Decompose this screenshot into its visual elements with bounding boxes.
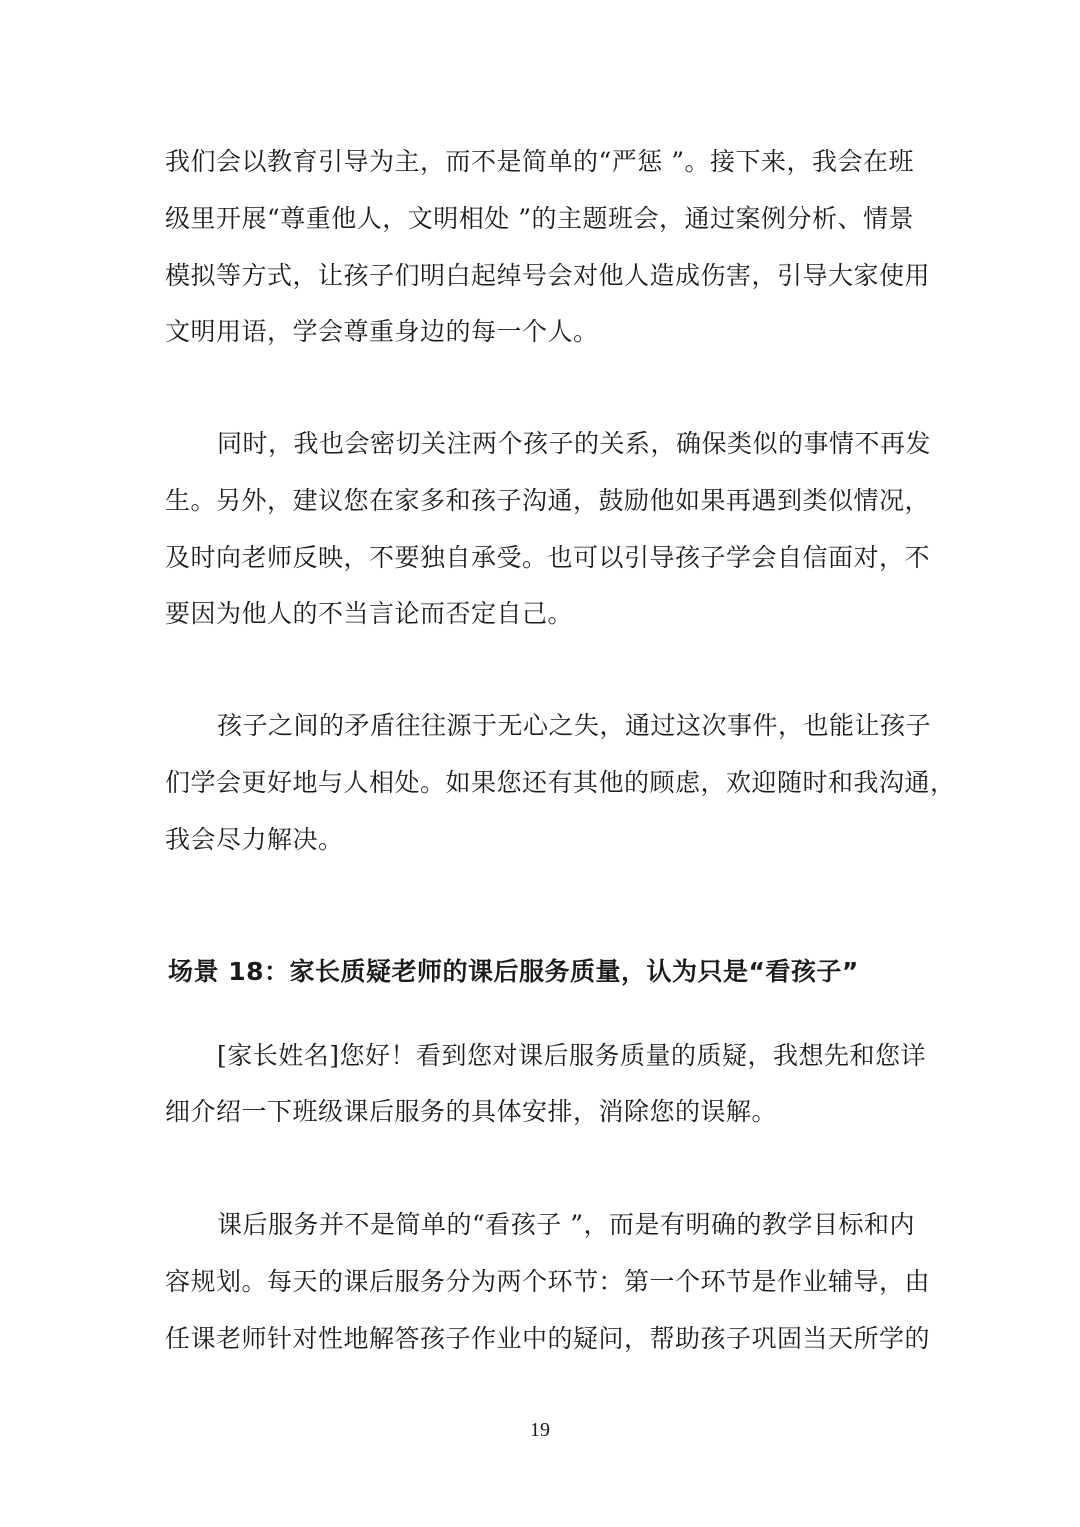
section-heading: 场景 18：家长质疑老师的课后服务质量，认为只是“看孩子” bbox=[168, 957, 859, 986]
page-number: 19 bbox=[530, 1419, 550, 1441]
paragraph-2-line-4: 要因为他人的不当言论而否定自己。 bbox=[165, 599, 574, 628]
section-paragraph-1-line-1: [家长姓名]您好！看到您对课后服务质量的质疑，我想先和您详 bbox=[217, 1041, 927, 1070]
paragraph-1-line-2: 级里开展“尊重他人，文明相处 ”的主题班会，通过案例分析、情景 bbox=[165, 204, 915, 233]
section-paragraph-2-line-1: 课后服务并不是简单的“看孩子 ”，而是有明确的教学目标和内 bbox=[217, 1210, 916, 1239]
section-paragraph-1-line-2: 细介绍一下班级课后服务的具体安排，消除您的误解。 bbox=[165, 1097, 778, 1126]
paragraph-2-line-2: 生。另外，建议您在家多和孩子沟通，鼓励他如果再遇到类似情况， bbox=[165, 486, 931, 515]
paragraph-3-line-2: 们学会更好地与人相处。如果您还有其他的顾虑，欢迎随时和我沟通， bbox=[165, 768, 956, 797]
paragraph-1-line-4: 文明用语，学会尊重身边的每一个人。 bbox=[165, 317, 599, 346]
paragraph-1-line-1: 我们会以教育引导为主，而不是简单的“严惩 ”。接下来，我会在班 bbox=[165, 147, 915, 176]
section-paragraph-2-line-2: 容规划。每天的课后服务分为两个环节：第一个环节是作业辅导，由 bbox=[165, 1267, 931, 1296]
paragraph-2-line-3: 及时向老师反映，不要独自承受。也可以引导孩子学会自信面对，不 bbox=[165, 543, 931, 572]
paragraph-3-line-3: 我会尽力解决。 bbox=[165, 825, 344, 854]
paragraph-3-line-1: 孩子之间的矛盾往往源于无心之失，通过这次事件，也能让孩子 bbox=[217, 711, 932, 740]
paragraph-1-line-3: 模拟等方式，让孩子们明白起绰号会对他人造成伤害，引导大家使用 bbox=[165, 261, 931, 290]
paragraph-2-line-1: 同时，我也会密切关注两个孩子的关系，确保类似的事情不再发 bbox=[217, 429, 932, 458]
section-paragraph-2-line-3: 任课老师针对性地解答孩子作业中的疑问，帮助孩子巩固当天所学的 bbox=[165, 1324, 931, 1353]
